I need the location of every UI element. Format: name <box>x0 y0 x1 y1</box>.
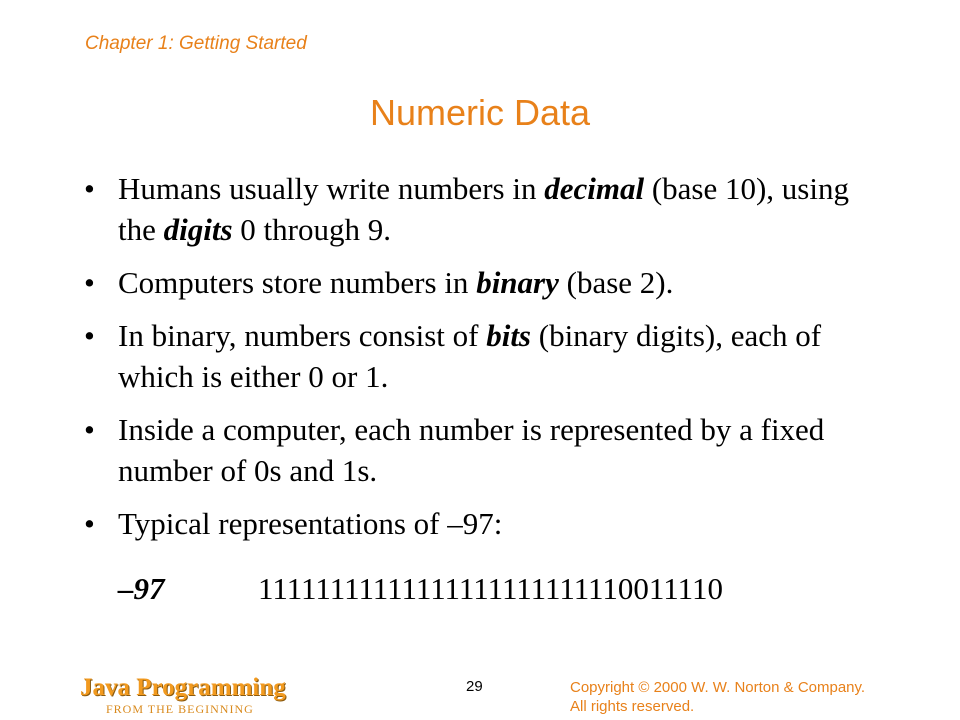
logo-subtitle: FROM THE BEGINNING <box>106 702 254 716</box>
binary-example <box>118 568 723 609</box>
bullet-item <box>84 315 864 397</box>
bullet-text-part: 0 through 9. <box>232 212 391 247</box>
example-number: –97 <box>118 571 165 606</box>
emphasized-term: binary <box>476 265 559 300</box>
bullet-dot: • <box>84 412 95 447</box>
bullet-text: Inside a computer, each number is represented by a fixed number of 0s and 1s. <box>118 412 825 488</box>
bullet-dot: • <box>84 265 95 300</box>
bullet-item <box>84 503 864 544</box>
bullet-dot: • <box>84 506 95 541</box>
bullet-text: Typical representations of –97: <box>118 506 503 541</box>
bullet-item <box>84 409 864 491</box>
bullet-text-part: (base 2). <box>558 265 674 300</box>
bullet-item <box>84 168 864 250</box>
copyright-line: All rights reserved. <box>570 698 695 715</box>
bullet-dot: • <box>84 318 95 353</box>
bullet-text <box>118 168 864 250</box>
bullet-text-part: In binary, numbers consist of <box>118 318 487 353</box>
bullet-item <box>84 262 864 303</box>
bullet-text-part: (base 10), using the <box>118 171 849 247</box>
bullet-text-part: (binary digits), each of which is either 0 or 1. <box>118 318 822 394</box>
bullet-text <box>118 315 864 397</box>
copyright-notice <box>570 678 910 716</box>
emphasized-term: decimal <box>544 171 645 206</box>
bullet-text-part: Computers store numbers in <box>118 265 477 300</box>
slide-title: Numeric Data <box>369 92 591 133</box>
bullet-dot: • <box>84 171 95 206</box>
chapter-header: Chapter 1: Getting Started <box>85 33 307 54</box>
bullet-text-part: Humans usually write numbers in <box>118 171 545 206</box>
bullet-list <box>84 168 864 556</box>
example-binary: 11111111111111111111111110011110 <box>258 571 723 606</box>
copyright-line: Copyright © 2000 W. W. Norton & Company. <box>570 679 866 696</box>
emphasized-term: bits <box>486 318 531 353</box>
logo-title: Java Programming <box>80 674 286 701</box>
bullet-text <box>118 262 864 303</box>
page-number: 29 <box>466 678 483 695</box>
emphasized-term: digits <box>163 212 233 247</box>
book-logo <box>80 674 310 716</box>
